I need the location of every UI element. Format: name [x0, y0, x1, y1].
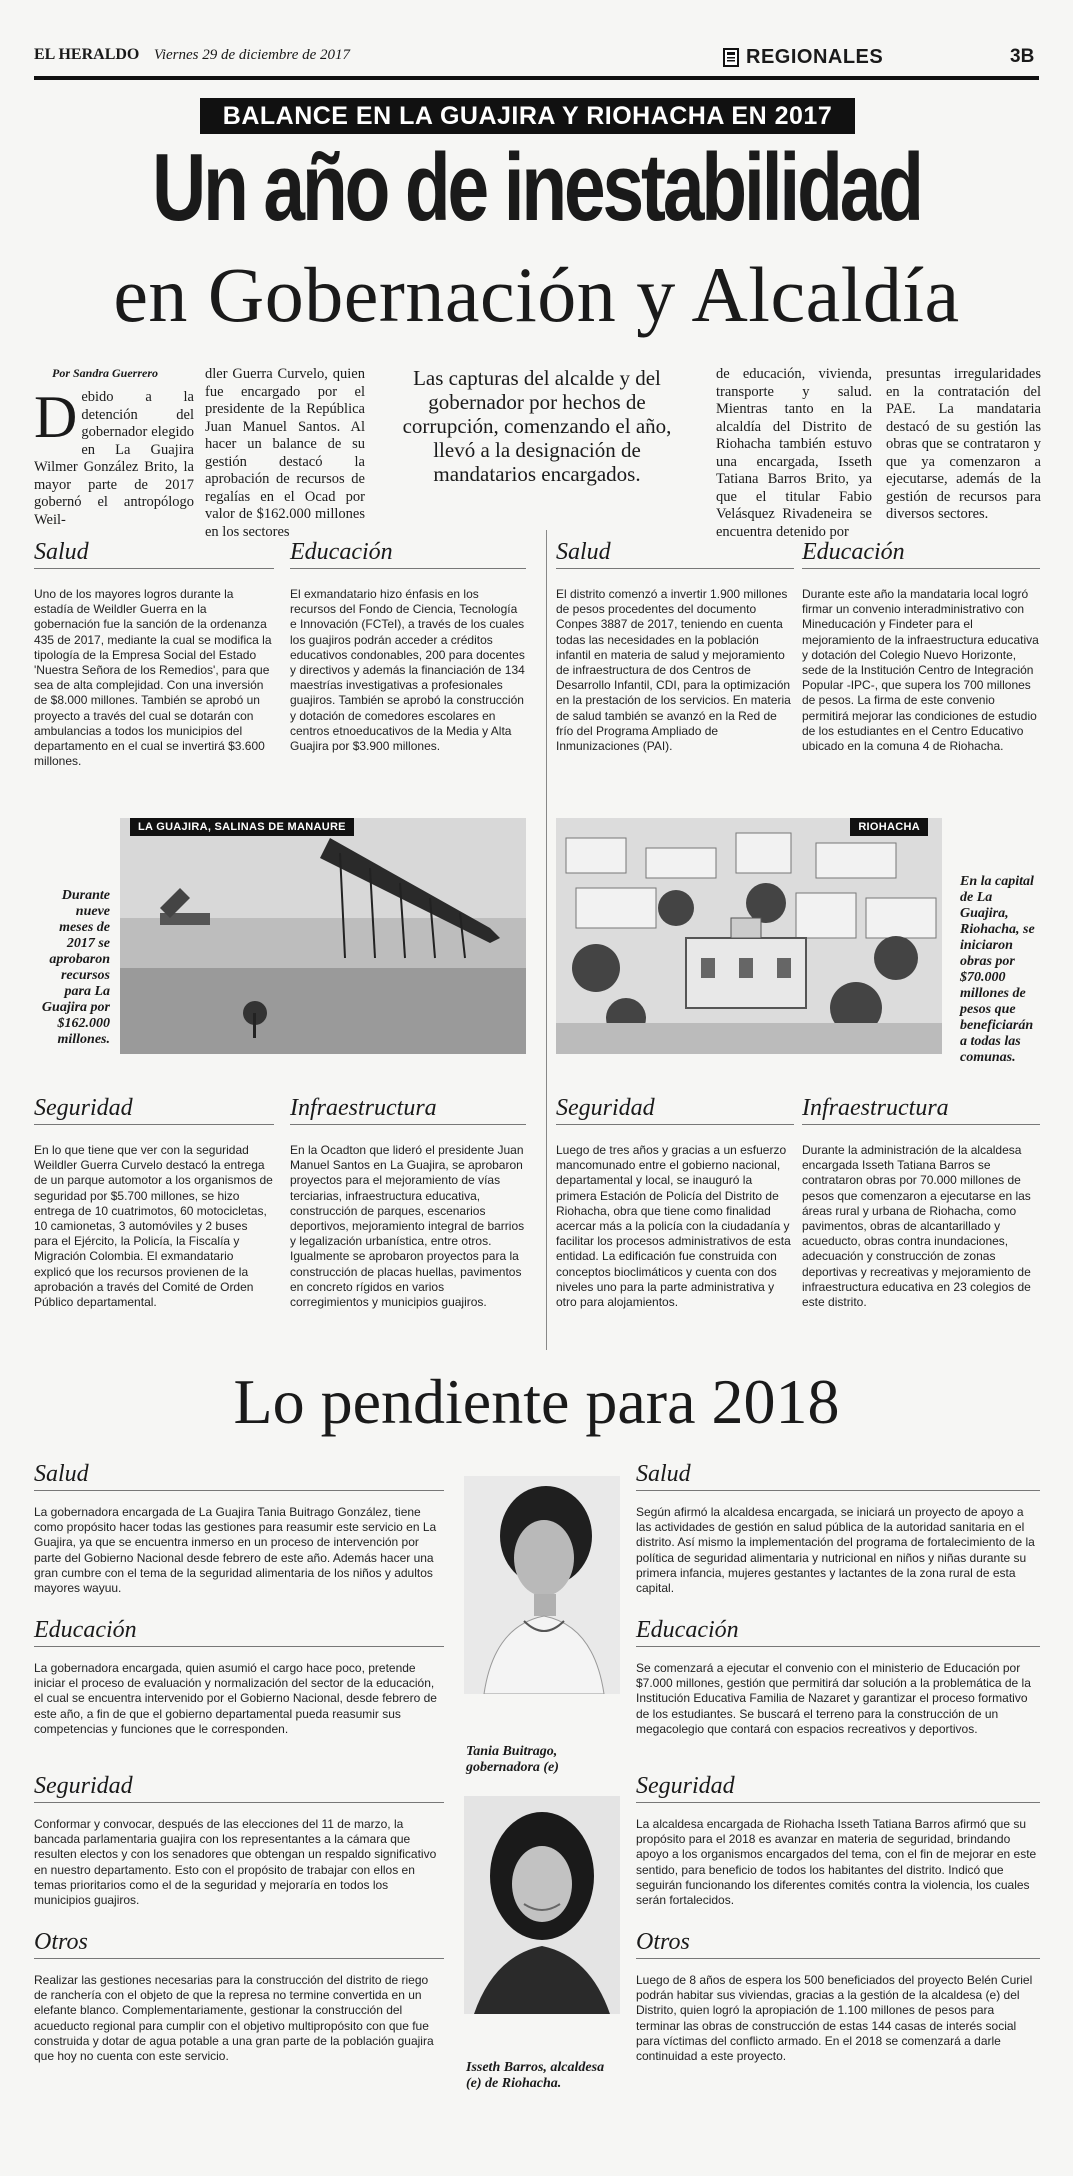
- section-heading: Educación: [636, 1616, 1040, 1647]
- intro-col-2: dler Guerra Curvelo, quien fue encargado por el presidente de la República Juan Manuel Santos. Al hacer un balance de su gestión destacó la aprobación de recursos de regalías en el Ocad por valor de $162.000 millones en los sectores: [205, 366, 365, 540]
- pending-right-3: [636, 1772, 1040, 1908]
- woman-portrait-image: [464, 1476, 620, 1694]
- intro-col-3: de educación, vivienda, transporte y salud. Mientras tanto en la alcaldía del Distrito de Riohacha también estuvo una encargada, Isseth Tatiana Barros Brito, ya que el titular Fabio Velásquez Rivadeneira se encuentra detenido por: [716, 366, 872, 540]
- page-number: 3B: [1010, 46, 1035, 67]
- portrait-tania-buitrago: [464, 1476, 620, 1694]
- portrait-caption-2: Isseth Barros, alcaldesa (e) de Riohacha.: [466, 2060, 605, 2091]
- headline-line-2: en Gobernación y Alcaldía: [113, 251, 960, 338]
- woman-portrait-image: [464, 1796, 620, 2014]
- photo-caption-right: En la capital de La Guajira, Riohacha, se iniciaron obras por $70.000 millones de pesos que beneficiarán a todas las comunas.: [960, 874, 1035, 1065]
- intro-text-1: Debido a la detención del gobernador elegido en La Guajira Wilmer González Brito, la mayor parte de 2017 gobernó el antropólogo Weil-: [34, 384, 194, 528]
- pending-right-4: [636, 1928, 1040, 2064]
- section-body: Se comenzará a ejecutar el convenio con el ministerio de Educación por $7.000 millones, gestión que permitirá dar solución a la problemática de la Institución Educativa Familia de Nazaret y garantizar el proceso formativo de los estudiantes. Se buscará el terreno para la construcción de un megacolegio que contará con espacios recreativos y deportivos.: [636, 1661, 1031, 1736]
- intro-col-4: presuntas irregularidades en la contratación del PAE. La mandataria destacó de su gestión las obras que se contrataron y que ya comenzaron a ejecutarse, además de la gestión de recursos para diversos sectores.: [886, 366, 1041, 522]
- section-heading: Otros: [636, 1928, 1040, 1959]
- section-heading: Salud: [556, 538, 794, 569]
- section-body: Conformar y convocar, después de las elecciones del 11 de marzo, la bancada parlamentaria guajira con los representantes a la cámara que resulten electos y con los senadores que obtengan un respaldo significativo en nuestro departamento. Esto con el propósito de trabajar con ellos en temas prioritarios como el de la seguridad y mejoraría en todos los municipios guajiros.: [34, 1817, 437, 1908]
- balance-bottom-3: [556, 1094, 794, 1310]
- pending-right-2: [636, 1616, 1040, 1737]
- section-body: Realizar las gestiones necesarias para la construcción del distrito de riego de ranchería con el objeto de que la represa no termine convertida en un elefante blanco. Complementariamente, gestionar la construcción del acueducto regional para cumplir con el objetivo multipropósito con que fue construida y dotar de agua potable a una gran parte de la población guajira que hoy no cuenta con este servicio.: [34, 1973, 434, 2064]
- balance-top-1: [34, 538, 274, 769]
- section-heading: Otros: [34, 1928, 444, 1959]
- balance-bottom-1: [34, 1094, 274, 1310]
- salinas-image: [120, 818, 526, 1054]
- pending-title: Lo pendiente para 2018: [233, 1366, 840, 1437]
- center-divider: [546, 530, 547, 1350]
- pending-right-1: [636, 1460, 1040, 1596]
- section-body: Luego de tres años y gracias a un esfuerzo mancomunado entre el gobierno nacional, departamental y local, se inauguró la primera Estación de Policía del Distrito de Riohacha, obra que tiene como finalidad acercar más a la policía con la ciudadanía y facilitar los procesos administrativos de esta entidad. La edificación fue construida con conceptos bioclimáticos y cuenta con dos niveles uno para la parte administrativa y otro para alojamientos.: [556, 1143, 791, 1310]
- balance-bottom-2: [290, 1094, 526, 1310]
- section-body: En la Ocadton que lideró el presidente Juan Manuel Santos en La Guajira, se aprobaron proyectos para el mejoramiento de vías terciarias, infraestructura educativa, construcción de parques, escenarios deportivos, mejoramiento integral de barrios y legalización urbanística, entre otros. Igualmente se aprobaron proyectos para la construcción de placas huellas, pavimentos en concreto rígidos en varios corregimientos y municipios guajiros.: [290, 1143, 525, 1310]
- section-heading: Seguridad: [636, 1772, 1040, 1803]
- section-body: Durante la administración de la alcaldesa encargada Isseth Tatiana Barros se contrataron obras por 70.000 millones de pesos que comenzaron a ejecutarse en las áreas rural y urbana de Riohacha, como pavimentos, obras de alcantarillado y acueducto, obras contra inundaciones, adecuación y construcción de zonas deportivas y recreativas y mejoramiento de infraestructura educativa en 23 colegios de este distrito.: [802, 1143, 1031, 1310]
- photo-caption-left: Durante nueve meses de 2017 se aprobaron recursos para La Guajira por $162.000 millones.: [41, 888, 110, 1047]
- section-heading: Educación: [34, 1616, 444, 1647]
- section-body: La alcaldesa encargada de Riohacha Isseth Tatiana Barros afirmó que su propósito para el 2018 es avanzar en materia de seguridad, brindando apoyo a los organismos encargados del tema, con el fin de mejorar en este sentido, para beneficio de todos los habitantes del distrito. Indicó que seguirán funcionando los diferentes comités contra la violencia, los cuales serán fortalecidos.: [636, 1817, 1037, 1908]
- masthead: [34, 46, 1039, 70]
- section-heading: Salud: [34, 1460, 444, 1491]
- balance-top-2: [290, 538, 526, 754]
- paper-name: EL HERALDO: [34, 46, 140, 63]
- pending-left-1: [34, 1460, 444, 1596]
- section-heading: Seguridad: [34, 1094, 274, 1125]
- pending-left-3: [34, 1772, 444, 1908]
- masthead-rule: [34, 76, 1039, 80]
- section-heading: Seguridad: [34, 1772, 444, 1803]
- newspaper-icon: [722, 46, 740, 68]
- riohacha-photo: [556, 818, 942, 1054]
- deck: Las capturas del alcalde y del gobernador por hechos de corrupción, comenzando el año, llevó a la designación de mandatarios encargados.: [402, 366, 672, 486]
- section-body: Luego de 8 años de espera los 500 beneficiados del proyecto Belén Curiel podrán habitar sus viviendas, gracias a la gestión de la alcaldesa (e) del Distrito, quien logró la apropiación de 1.100 millones de pesos para terminar las obras de construcción de estas 144 casas de interés social para víctimas del conflicto armado. En el 2018 se comenzará a darle continuidad a este proyecto.: [636, 1973, 1033, 2064]
- section-body: Según afirmó la alcaldesa encargada, se iniciará un proyecto de apoyo a las actividades de gestión en salud pública de la autoridad sanitaria en el distrito. Así mismo la implementación del programa de fortalecimiento de la política de seguridad alimentaria y nutricional en niños y niñas durante su primera infancia, mujeres gestantes y lactantes de la zona rural de esta capital.: [636, 1505, 1035, 1596]
- section-heading: Infraestructura: [290, 1094, 526, 1125]
- section-name: REGIONALES: [746, 45, 884, 68]
- section-heading: Educación: [290, 538, 526, 569]
- section-heading: Seguridad: [556, 1094, 794, 1125]
- portrait-isseth-barros: [464, 1796, 620, 2014]
- section-body: En lo que tiene que ver con la seguridad Weildler Guerra Curvelo destacó la entrega de un parque automotor a los organismos de seguridad por $5.700 millones, se hizo entrega de 10 cuatrimotos, 60 motocicletas, 10 camionetas, 3 automóviles y 2 buses para el Ejército, la Policía, la Fiscalía y Migración Colombia. El exmandatario explicó que los recursos provienen de la aprobación a través del Comité de Orden Público departamental.: [34, 1143, 273, 1310]
- publication-date: Viernes 29 de diciembre de 2017: [153, 47, 351, 63]
- section-body: Durante este año la mandataria local logró firmar un convenio interadministrativo con Mineducación y Findeter para el mejoramiento de la infraestructura educativa y dotación del Colegio Nuevo Horizonte, sede de la Institución Centro de Integración Popular -IPC-, que supera los 700 millones de pesos. La firma de este convenio permitirá mejorar las condiciones de estudio de los estudiantes en el Centro Educativo ubicado en la comuna 4 de Riohacha.: [802, 587, 1039, 754]
- section-label: [722, 44, 883, 70]
- portrait-caption-1: Tania Buitrago, gobernadora (e): [466, 1744, 559, 1775]
- section-heading: Educación: [802, 538, 1040, 569]
- dropcap: D: [34, 384, 78, 450]
- byline: Por Sandra Guerrero: [52, 366, 159, 380]
- section-body: La gobernadora encargada, quien asumió el cargo hace poco, pretende iniciar el proceso de evaluación y normalización del sector de la educación, el cual se encuentra intervenido por el Gobierno Nacional, desde febrero de este año, a fin de que el gobierno departamental pueda reasumir sus competencias y funciones que le corresponden.: [34, 1661, 437, 1736]
- section-heading: Salud: [34, 538, 274, 569]
- balance-top-4: [802, 538, 1040, 754]
- photo-tag: RIOHACHA: [850, 818, 928, 836]
- section-body: La gobernadora encargada de La Guajira Tania Buitrago González, tiene como propósito hacer todas las gestiones para reasumir este servicio en La Guajira, ya que se encuentra inmerso en un proceso de intervención por parte del Gobierno Nacional desde febrero de este año. Además hacer una gran cumbre con el tema de la seguridad alimentaria de los niños y adultos mayores wayuu.: [34, 1505, 437, 1596]
- riohacha-image: [556, 818, 942, 1054]
- section-heading: Salud: [636, 1460, 1040, 1491]
- photo-tag: LA GUAJIRA, SALINAS DE MANAURE: [130, 818, 354, 836]
- salinas-photo: [120, 818, 526, 1054]
- section-body: El distrito comenzó a invertir 1.900 millones de pesos procedentes del documento Conpes 3887 de 2017, teniendo en cuenta todas las necesidades en la población infantil en materia de salud y mejoramiento de infraestructura de dos Centros de Desarrollo Infantil, CDI, para la optimización en la prestación de los servicios. En materia de salud también se avanzó en la Red de frío del Programa Ampliado de Inmunizaciones (PAI).: [556, 587, 791, 754]
- balance-top-3: [556, 538, 794, 754]
- section-body: Uno de los mayores logros durante la estadía de Weildler Guerra en la gobernación fue la sanción de la ordenanza 435 de 2017, mediante la cual se modifica la tipología de la Empresa Social del Estado 'Nuestra Señora de los Remedios', para que sea de alta complejidad. Con una inversión de $8.000 millones. También se aprobó un proyecto a través del cual se dotarán con ambulancias a todos los municipios del departamento en el cual se invertirá $3.600 millones.: [34, 587, 272, 769]
- balance-bottom-4: [802, 1094, 1040, 1310]
- pending-left-4: [34, 1928, 444, 2064]
- section-heading: Infraestructura: [802, 1094, 1040, 1125]
- intro-col-1: [34, 366, 194, 529]
- section-body: El exmandatario hizo énfasis en los recursos del Fondo de Ciencia, Tecnología e Innovación (FCTeI), a través de los cuales los guajiros podrán acceder a créditos educativos condonables, 200 para docentes y directivos y además la financiación de 134 maestrías investigativas a profesionales guajiros. También se aprobó la construcción y dotación de comedores escolares en centros etnoeducativos de la Media y Alta Guajira por $3.900 millones.: [290, 587, 525, 754]
- kicker-banner: BALANCE EN LA GUAJIRA Y RIOHACHA EN 2017: [200, 98, 855, 134]
- headline-line-1: Un año de inestabilidad: [152, 134, 921, 241]
- pending-left-2: [34, 1616, 444, 1737]
